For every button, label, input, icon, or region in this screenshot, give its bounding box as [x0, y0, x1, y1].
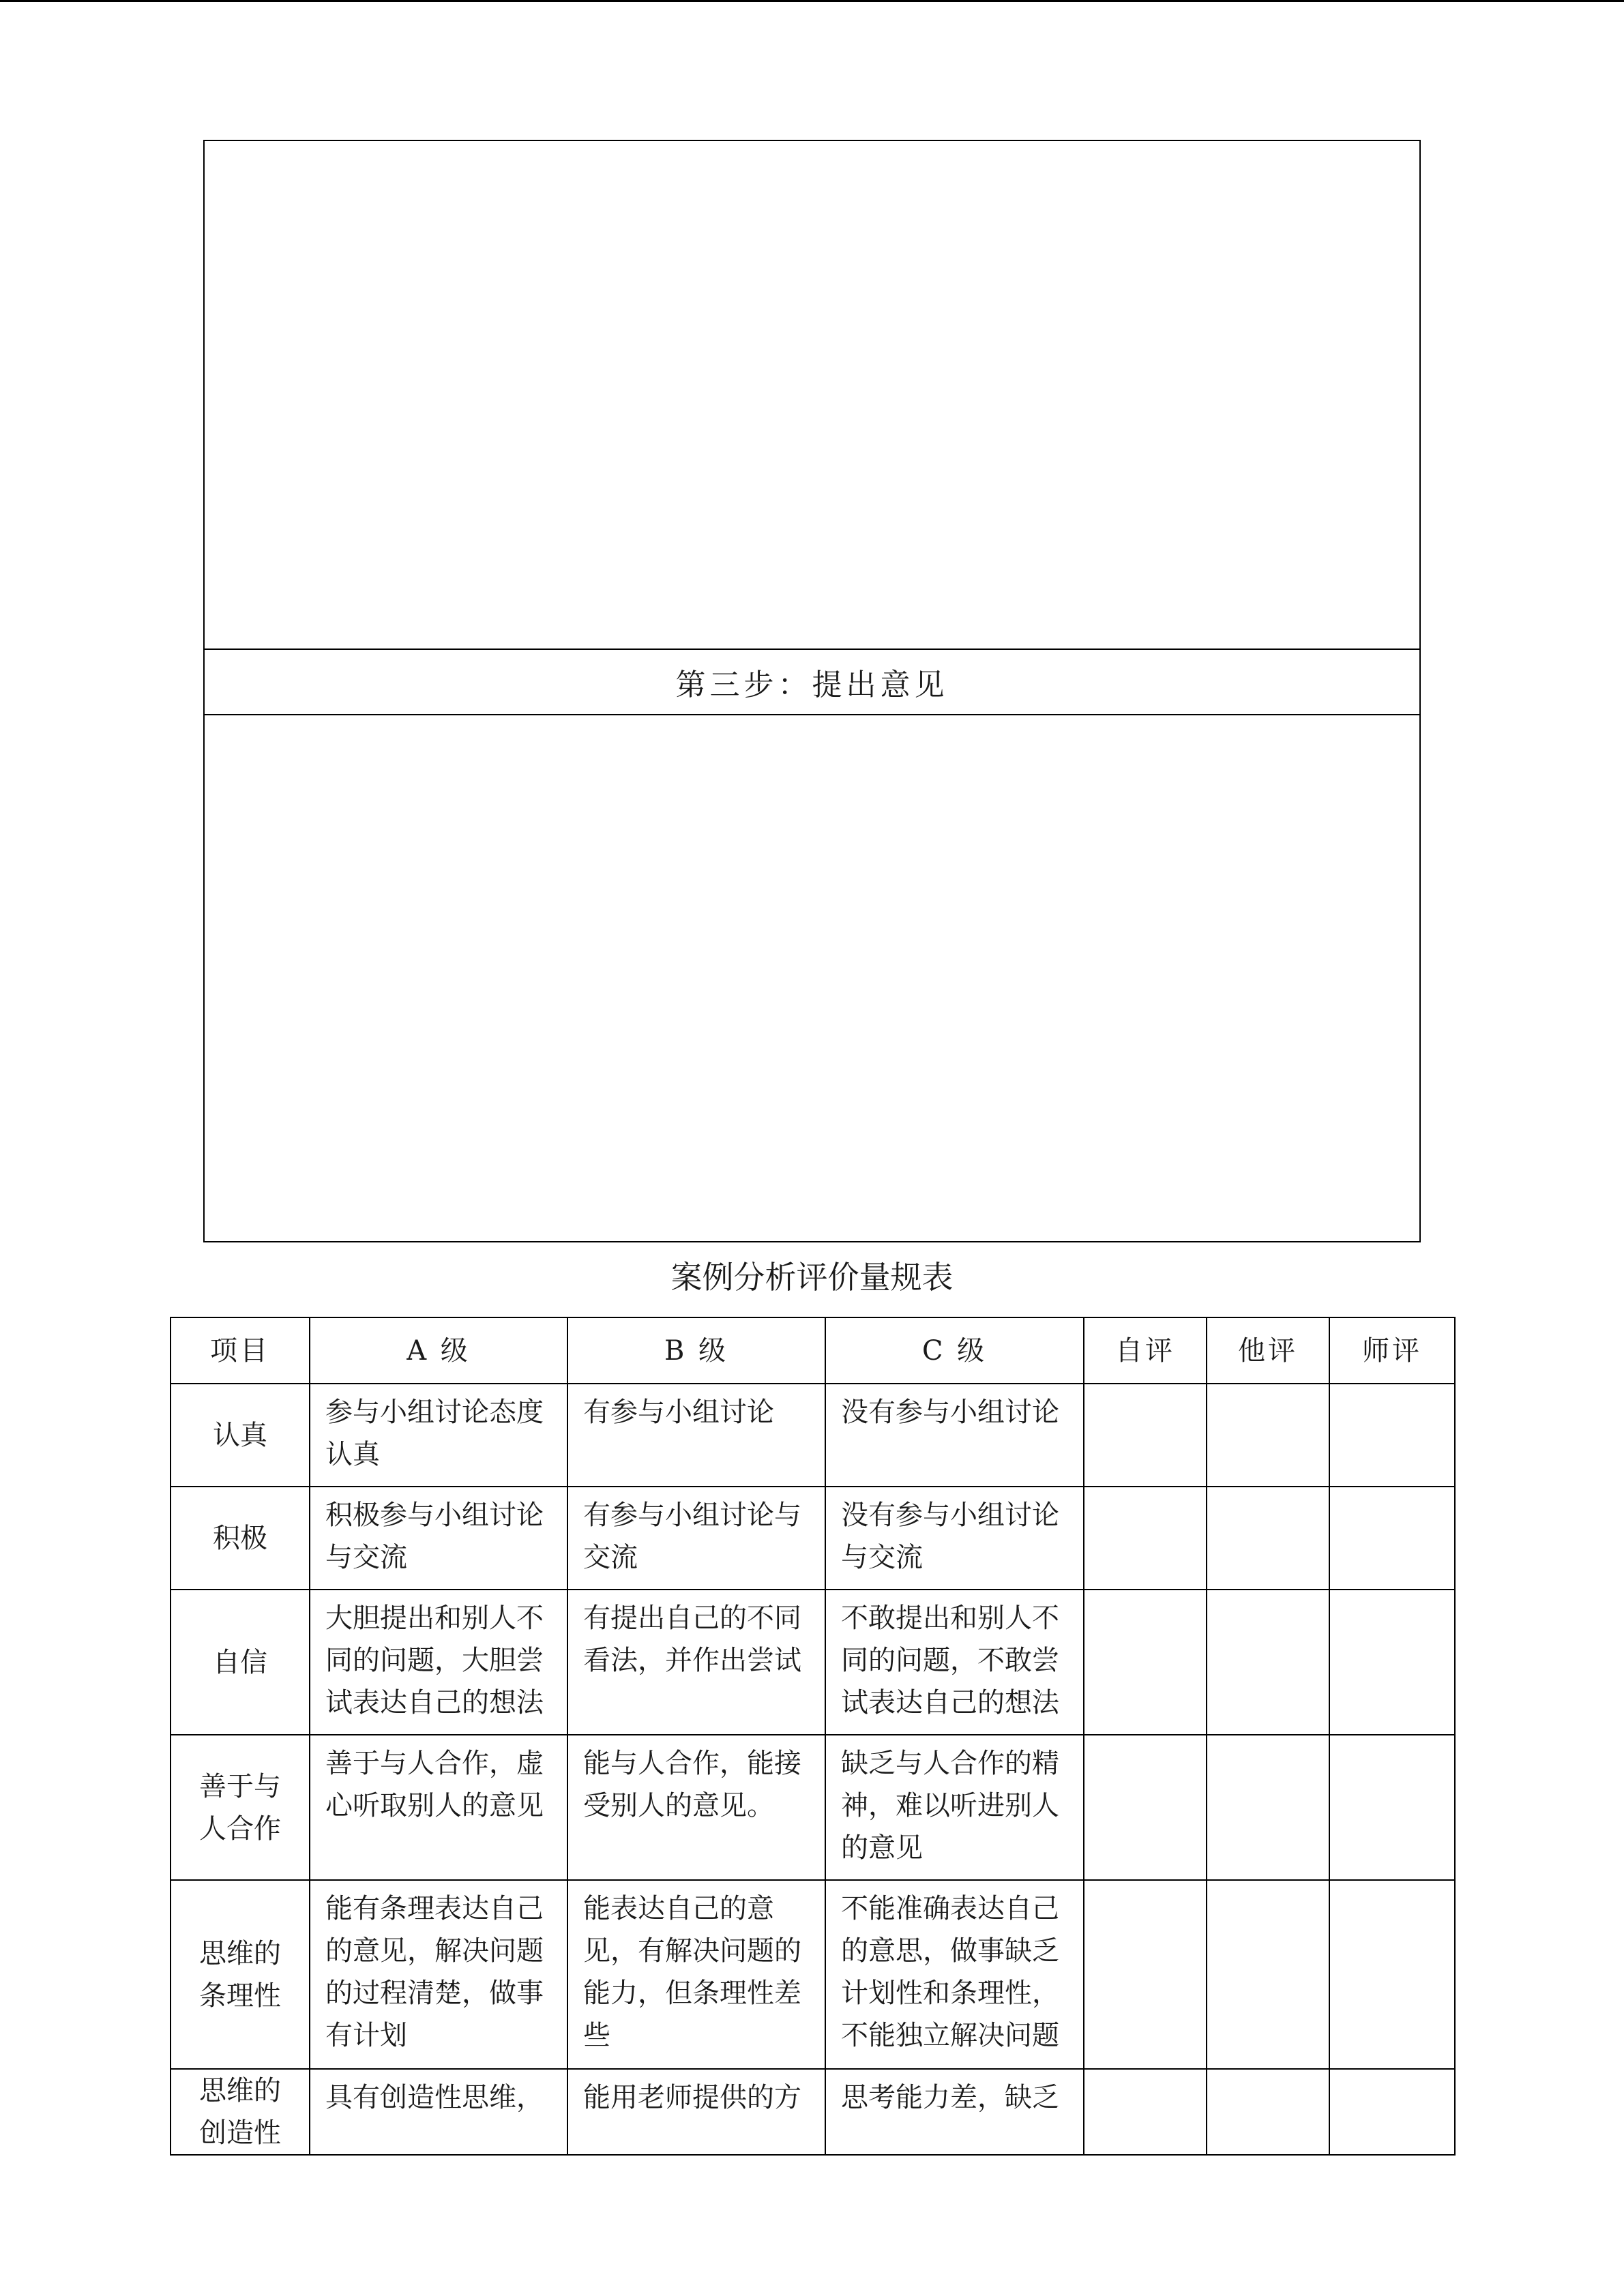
self-eval-cell[interactable] [1084, 2069, 1207, 2155]
table-row [171, 2069, 1455, 2155]
answer-area-step-three[interactable] [205, 715, 1419, 1241]
level-c-cell: 没有参与小组讨论与交流 [825, 1487, 1084, 1590]
item-cell: 认真 [171, 1384, 310, 1487]
item-cell: 善于与人合作 [171, 1735, 310, 1880]
level-a-cell: 善于与人合作，虚心听取别人的意见 [310, 1735, 567, 1880]
peer-eval-cell[interactable] [1207, 1735, 1329, 1880]
step-three-heading: 第三步：提出意见 [205, 650, 1419, 715]
level-b-cell: 有参与小组讨论与交流 [567, 1487, 825, 1590]
header-level-c: C 级 [825, 1317, 1084, 1384]
level-a-cell: 具有创造性思维， [310, 2069, 567, 2155]
item-cell: 积极 [171, 1487, 310, 1590]
header-peer-eval: 他评 [1207, 1317, 1329, 1384]
self-eval-cell[interactable] [1084, 1590, 1207, 1735]
answer-box [203, 140, 1421, 1242]
teacher-eval-cell[interactable] [1329, 1590, 1455, 1735]
table-row [171, 1384, 1455, 1487]
peer-eval-cell[interactable] [1207, 2069, 1329, 2155]
table-row [171, 1735, 1455, 1880]
header-item: 项目 [171, 1317, 310, 1384]
level-c-cell: 没有参与小组讨论 [825, 1384, 1084, 1487]
evaluation-rubric-table [170, 1317, 1456, 2156]
level-a-cell: 大胆提出和别人不同的问题，大胆尝试表达自己的想法 [310, 1590, 567, 1735]
level-b-cell: 能表达自己的意见，有解决问题的能力，但条理性差些 [567, 1880, 825, 2069]
table-row [171, 1590, 1455, 1735]
level-b-cell: 能用老师提供的方 [567, 2069, 825, 2155]
table-row [171, 1487, 1455, 1590]
item-cell: 思维的创造性 [171, 2069, 310, 2155]
level-c-cell: 思考能力差，缺乏 [825, 2069, 1084, 2155]
level-a-cell: 能有条理表达自己 的意见，解决问题的过程清楚，做事有计划 [310, 1880, 567, 2069]
header-self-eval: 自评 [1084, 1317, 1207, 1384]
peer-eval-cell[interactable] [1207, 1880, 1329, 2069]
teacher-eval-cell[interactable] [1329, 1735, 1455, 1880]
peer-eval-cell[interactable] [1207, 1487, 1329, 1590]
answer-area-step-two[interactable] [205, 141, 1419, 650]
level-a-cell: 积极参与小组讨论与交流 [310, 1487, 567, 1590]
level-c-cell: 缺乏与人合作的精神，难以听进别人的意见 [825, 1735, 1084, 1880]
header-level-a: A 级 [310, 1317, 567, 1384]
table-row [171, 1880, 1455, 2069]
teacher-eval-cell[interactable] [1329, 1880, 1455, 2069]
item-cell: 思维的条理性 [171, 1880, 310, 2069]
teacher-eval-cell[interactable] [1329, 1384, 1455, 1487]
level-c-cell: 不能准确表达自己的意思，做事缺乏计划性和条理性，不能独立解决问题 [825, 1880, 1084, 2069]
header-teacher-eval: 师评 [1329, 1317, 1455, 1384]
self-eval-cell[interactable] [1084, 1880, 1207, 2069]
self-eval-cell[interactable] [1084, 1487, 1207, 1590]
peer-eval-cell[interactable] [1207, 1384, 1329, 1487]
teacher-eval-cell[interactable] [1329, 1487, 1455, 1590]
level-b-cell: 有提出自己的不同看法，并作出尝试 [567, 1590, 825, 1735]
peer-eval-cell[interactable] [1207, 1590, 1329, 1735]
item-cell: 自信 [171, 1590, 310, 1735]
level-c-cell: 不敢提出和别人不同的问题，不敢尝试表达自己的想法 [825, 1590, 1084, 1735]
self-eval-cell[interactable] [1084, 1384, 1207, 1487]
self-eval-cell[interactable] [1084, 1735, 1207, 1880]
level-b-cell: 能与人合作，能接受别人的意见。 [567, 1735, 825, 1880]
table-header-row [171, 1317, 1455, 1384]
table-title: 案例分析评价量规表 [670, 1259, 954, 1296]
page-top-rule [0, 0, 1624, 2]
level-a-cell: 参与小组讨论态度认真 [310, 1384, 567, 1487]
header-level-b: B 级 [567, 1317, 825, 1384]
teacher-eval-cell[interactable] [1329, 2069, 1455, 2155]
level-b-cell: 有参与小组讨论 [567, 1384, 825, 1487]
